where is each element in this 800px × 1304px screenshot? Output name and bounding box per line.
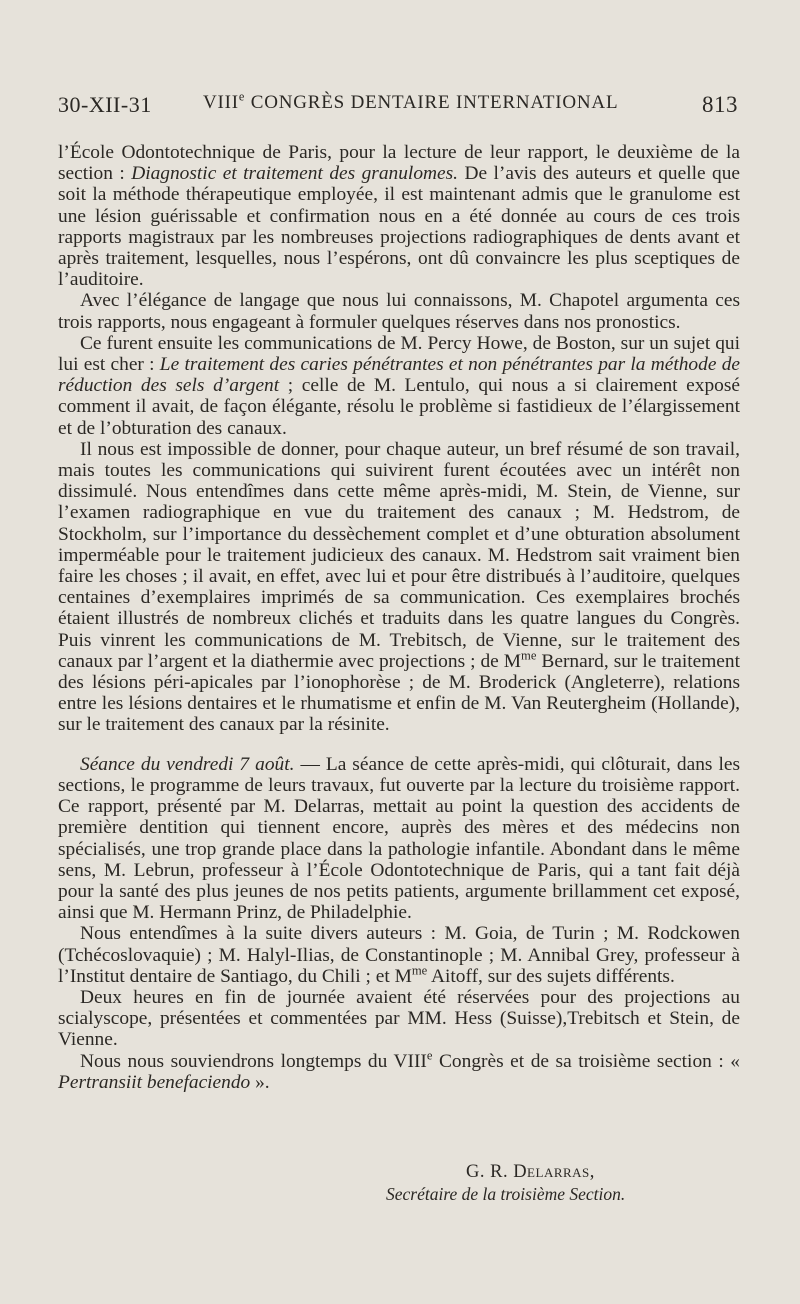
- paragraph-1: l’École Odontotechnique de Paris, pour la lecture de leur rapport, le deuxième de la section : Diagnostic et traitement des granulomes. De l’avis des auteurs et quelle que soit la méthode thérapeutique employée, il est maintenant admis que le granulome est une lésion guérissable et confirmation nous en a été donnée au cours de ces trois rapports magistraux par les nombreuses projections radiographiques de dents avant et après traitement, lesquelles, nous l’espérons, ont dû convaincre les plus sceptiques de l’auditoire.: [58, 142, 741, 291]
- paragraph-8: Nous nous souviendrons longtemps du VIIIe Congrès et de sa troisième section : « Pertransiit benefaciendo ».: [58, 1048, 740, 1093]
- body-text: [58, 142, 740, 1093]
- paragraph-4: Il nous est impossible de donner, pour chaque auteur, un bref résumé de son travail, mais toutes les communications qui suivirent furent écoutées avec un intérêt non dissimulé. Nous entendîmes dans cette même après-midi, M. Stein, de Vienne, sur l’examen radiographique en vue du traitement des canaux ; M. Hedstrom, de Stockholm, sur l’importance du dessèchement complet et d’une obturation absolument imperméable pour le traitement judicieux des canaux. M. Hedstrom sait vraiment bien faire les choses ; il avait, en effet, avec lui et pour être distribués à l’auditoire, quelques centaines d’exemplaires imprimés de sa communication. Ces exemplaires brochés étaient illustrés de nombreux clichés et traduits dans les quatre langues du Congrès. Puis vinrent les communications de M. Trebitsch, de Vienne, sur le traitement des canaux par l’argent et la diathermie avec projections ; de $M^{me}$ Bernard, sur le traitement des lésions péri-apicales par l’ionophorèse ; de M. Broderick (Angleterre), relations entre les lésions dentaires et le rhumatisme et enfin de M. Van Reutergheim (Hollande), sur le traitement des canaux par la résinite.: [58, 438, 740, 736]
- paragraph-2: Avec l’élégance de langage que nous lui connaissons, M. Chapotel argumenta ces trois rapports, nous engageant à formuler quelques réserves dans nos pronostics.: [58, 290, 740, 333]
- page-number: 813: [702, 92, 738, 117]
- paragraph-7: Deux heures en fin de journée avaient été réservées pour des projections au scialyscope, présentées et commentées par MM. Hess (Suisse),Trebitsch et Stein, de Vienne.: [58, 986, 740, 1051]
- paragraph-6: Nous entendîmes à la suite divers auteurs : M. Goia, de Turin ; M. Rodckowen (Tchécoslovaquie) ; M. Halyl-Ilias, de Constantinople ; M. Annibal Grey, professeur à l’Institut dentaire de Santiago, du Chili ; et $M^{me}$ Aitoff, sur des sujets différents.: [58, 923, 740, 987]
- paragraph-5: Séance du vendredi 7 août. — La séance de cette après-midi, qui clôturait, dans les sections, le programme de leurs travaux, fut ouverte par la lecture du troisième rapport. Ce rapport, présenté par M. Delarras, mettait au point la question des accidents de première dentition qui tiennent encore, auprès des mères et des médecins non spécialisés, une trop grande place dans la pathologie infantile. Abondant dans le même sens, M. Lebrun, professeur à l’École Odontotechnique de Paris, qui a tant fait déjà pour la santé des plus jeunes de nos petits patients, argumente brillamment cet exposé, ainsi que M. Hermann Prinz, de Philadelphie.: [58, 753, 740, 924]
- header-title: VIIIe CONGRÈS DENTAIRE INTERNATIONAL: [203, 89, 619, 113]
- signature-name: G. R. Delarras,: [466, 1162, 595, 1182]
- running-header: [58, 89, 738, 126]
- signature-role: Secrétaire de la troisième Section.: [386, 1184, 626, 1204]
- paragraph-3: Ce furent ensuite les communications de M. Percy Howe, de Boston, sur un sujet qui lui est cher : Le traitement des caries pénétrantes et non pénétrantes par la méthode de réduction des sels d’argent ; celle de M. Lentulo, qui nous a si clairement exposé comment il avait, de façon élégante, résolu le problème si fastidieux de l’élargissement et de l’obturation des canaux.: [58, 332, 740, 439]
- header-date: 30-XII-31: [58, 92, 152, 117]
